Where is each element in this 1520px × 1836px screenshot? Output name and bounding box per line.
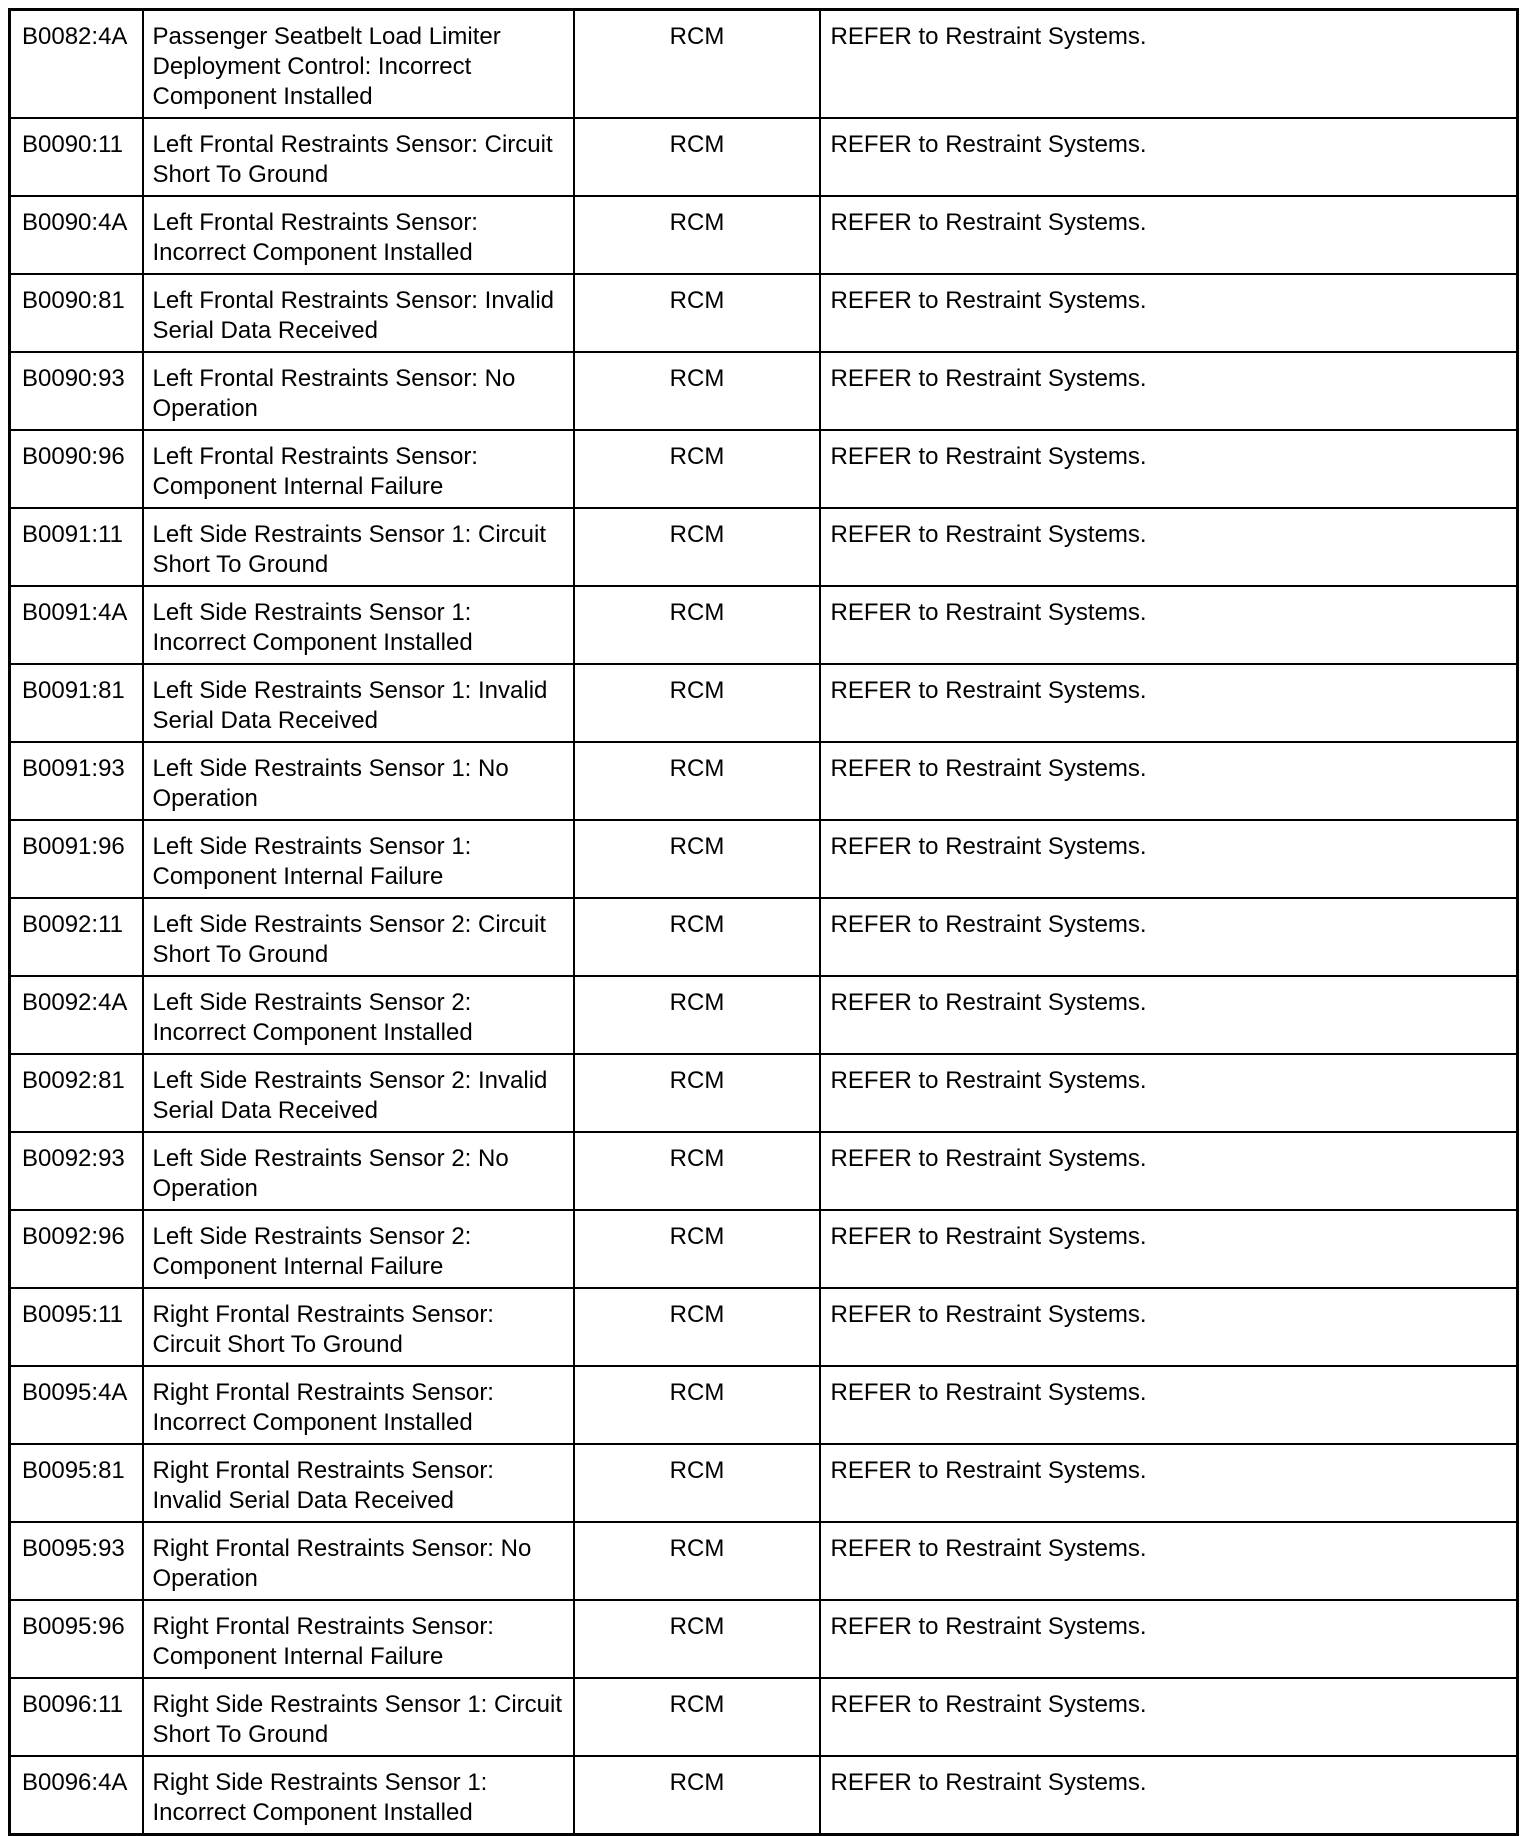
dtc-description-cell: Left Side Restraints Sensor 1: Incorrect Component Installed xyxy=(143,586,574,664)
dtc-code-cell: B0092:93 xyxy=(10,1132,143,1210)
table-row xyxy=(10,664,1518,742)
dtc-description-cell: Right Frontal Restraints Sensor: Invalid Serial Data Received xyxy=(143,1444,574,1522)
dtc-description-cell: Right Frontal Restraints Sensor: No Operation xyxy=(143,1522,574,1600)
action-cell: REFER to Restraint Systems. xyxy=(820,430,1518,508)
dtc-table xyxy=(8,8,1519,1836)
dtc-description-cell: Right Frontal Restraints Sensor: Incorrect Component Installed xyxy=(143,1366,574,1444)
dtc-code-cell: B0092:4A xyxy=(10,976,143,1054)
dtc-code-cell: B0092:11 xyxy=(10,898,143,976)
dtc-code-cell: B0091:11 xyxy=(10,508,143,586)
dtc-code-cell: B0090:93 xyxy=(10,352,143,430)
table-row xyxy=(10,1600,1518,1678)
table-row xyxy=(10,1444,1518,1522)
dtc-code-cell: B0090:81 xyxy=(10,274,143,352)
table-row xyxy=(10,820,1518,898)
table-row xyxy=(10,508,1518,586)
table-row xyxy=(10,898,1518,976)
module-cell: RCM xyxy=(574,976,820,1054)
dtc-description-cell: Left Frontal Restraints Sensor: Circuit Short To Ground xyxy=(143,118,574,196)
dtc-code-cell: B0091:81 xyxy=(10,664,143,742)
dtc-code-cell: B0092:96 xyxy=(10,1210,143,1288)
table-row xyxy=(10,1522,1518,1600)
action-cell: REFER to Restraint Systems. xyxy=(820,1756,1518,1835)
table-row xyxy=(10,586,1518,664)
table-row xyxy=(10,430,1518,508)
module-cell: RCM xyxy=(574,508,820,586)
action-cell: REFER to Restraint Systems. xyxy=(820,898,1518,976)
action-cell: REFER to Restraint Systems. xyxy=(820,1210,1518,1288)
dtc-code-cell: B0090:11 xyxy=(10,118,143,196)
dtc-code-cell: B0091:4A xyxy=(10,586,143,664)
action-cell: REFER to Restraint Systems. xyxy=(820,1366,1518,1444)
dtc-code-cell: B0082:4A xyxy=(10,10,143,119)
table-row xyxy=(10,274,1518,352)
table-row xyxy=(10,1678,1518,1756)
dtc-code-cell: B0096:4A xyxy=(10,1756,143,1835)
dtc-description-cell: Left Side Restraints Sensor 1: No Operation xyxy=(143,742,574,820)
action-cell: REFER to Restraint Systems. xyxy=(820,976,1518,1054)
module-cell: RCM xyxy=(574,1444,820,1522)
module-cell: RCM xyxy=(574,664,820,742)
dtc-code-cell: B0095:81 xyxy=(10,1444,143,1522)
dtc-description-cell: Left Frontal Restraints Sensor: Invalid Serial Data Received xyxy=(143,274,574,352)
table-row xyxy=(10,1756,1518,1835)
dtc-table-body xyxy=(10,10,1518,1835)
action-cell: REFER to Restraint Systems. xyxy=(820,1444,1518,1522)
module-cell: RCM xyxy=(574,1756,820,1835)
dtc-code-cell: B0091:96 xyxy=(10,820,143,898)
dtc-description-cell: Left Side Restraints Sensor 2: Circuit Short To Ground xyxy=(143,898,574,976)
dtc-code-cell: B0091:93 xyxy=(10,742,143,820)
dtc-code-cell: B0095:93 xyxy=(10,1522,143,1600)
table-row xyxy=(10,196,1518,274)
table-row xyxy=(10,1210,1518,1288)
module-cell: RCM xyxy=(574,1210,820,1288)
module-cell: RCM xyxy=(574,196,820,274)
action-cell: REFER to Restraint Systems. xyxy=(820,1522,1518,1600)
dtc-description-cell: Left Frontal Restraints Sensor: No Operation xyxy=(143,352,574,430)
dtc-description-cell: Right Frontal Restraints Sensor: Circuit Short To Ground xyxy=(143,1288,574,1366)
table-row xyxy=(10,1054,1518,1132)
module-cell: RCM xyxy=(574,742,820,820)
module-cell: RCM xyxy=(574,1132,820,1210)
action-cell: REFER to Restraint Systems. xyxy=(820,118,1518,196)
module-cell: RCM xyxy=(574,10,820,119)
dtc-description-cell: Left Side Restraints Sensor 2: Component Internal Failure xyxy=(143,1210,574,1288)
table-row xyxy=(10,352,1518,430)
dtc-description-cell: Left Side Restraints Sensor 2: Incorrect Component Installed xyxy=(143,976,574,1054)
dtc-description-cell: Left Frontal Restraints Sensor: Incorrect Component Installed xyxy=(143,196,574,274)
module-cell: RCM xyxy=(574,118,820,196)
table-row xyxy=(10,1288,1518,1366)
action-cell: REFER to Restraint Systems. xyxy=(820,742,1518,820)
action-cell: REFER to Restraint Systems. xyxy=(820,196,1518,274)
dtc-description-cell: Right Side Restraints Sensor 1: Circuit Short To Ground xyxy=(143,1678,574,1756)
module-cell: RCM xyxy=(574,586,820,664)
module-cell: RCM xyxy=(574,1054,820,1132)
table-row xyxy=(10,10,1518,119)
action-cell: REFER to Restraint Systems. xyxy=(820,1054,1518,1132)
module-cell: RCM xyxy=(574,898,820,976)
dtc-code-cell: B0095:96 xyxy=(10,1600,143,1678)
dtc-description-cell: Left Side Restraints Sensor 1: Component Internal Failure xyxy=(143,820,574,898)
action-cell: REFER to Restraint Systems. xyxy=(820,1288,1518,1366)
dtc-code-cell: B0090:96 xyxy=(10,430,143,508)
dtc-description-cell: Left Frontal Restraints Sensor: Component Internal Failure xyxy=(143,430,574,508)
action-cell: REFER to Restraint Systems. xyxy=(820,508,1518,586)
module-cell: RCM xyxy=(574,352,820,430)
module-cell: RCM xyxy=(574,820,820,898)
action-cell: REFER to Restraint Systems. xyxy=(820,1132,1518,1210)
dtc-description-cell: Left Side Restraints Sensor 1: Circuit Short To Ground xyxy=(143,508,574,586)
dtc-description-cell: Right Side Restraints Sensor 1: Incorrect Component Installed xyxy=(143,1756,574,1835)
dtc-code-cell: B0095:4A xyxy=(10,1366,143,1444)
table-row xyxy=(10,742,1518,820)
table-row xyxy=(10,1132,1518,1210)
dtc-description-cell: Left Side Restraints Sensor 2: No Operation xyxy=(143,1132,574,1210)
dtc-description-cell: Left Side Restraints Sensor 1: Invalid Serial Data Received xyxy=(143,664,574,742)
action-cell: REFER to Restraint Systems. xyxy=(820,820,1518,898)
action-cell: REFER to Restraint Systems. xyxy=(820,274,1518,352)
dtc-description-cell: Right Frontal Restraints Sensor: Component Internal Failure xyxy=(143,1600,574,1678)
table-row xyxy=(10,976,1518,1054)
dtc-description-cell: Passenger Seatbelt Load Limiter Deployment Control: Incorrect Component Installed xyxy=(143,10,574,119)
dtc-description-cell: Left Side Restraints Sensor 2: Invalid Serial Data Received xyxy=(143,1054,574,1132)
action-cell: REFER to Restraint Systems. xyxy=(820,664,1518,742)
action-cell: REFER to Restraint Systems. xyxy=(820,10,1518,119)
action-cell: REFER to Restraint Systems. xyxy=(820,586,1518,664)
module-cell: RCM xyxy=(574,1678,820,1756)
action-cell: REFER to Restraint Systems. xyxy=(820,352,1518,430)
table-row xyxy=(10,1366,1518,1444)
module-cell: RCM xyxy=(574,1288,820,1366)
dtc-code-cell: B0092:81 xyxy=(10,1054,143,1132)
table-row xyxy=(10,118,1518,196)
module-cell: RCM xyxy=(574,1522,820,1600)
action-cell: REFER to Restraint Systems. xyxy=(820,1600,1518,1678)
module-cell: RCM xyxy=(574,430,820,508)
action-cell: REFER to Restraint Systems. xyxy=(820,1678,1518,1756)
dtc-code-cell: B0090:4A xyxy=(10,196,143,274)
dtc-code-cell: B0096:11 xyxy=(10,1678,143,1756)
dtc-code-cell: B0095:11 xyxy=(10,1288,143,1366)
module-cell: RCM xyxy=(574,1366,820,1444)
module-cell: RCM xyxy=(574,1600,820,1678)
module-cell: RCM xyxy=(574,274,820,352)
